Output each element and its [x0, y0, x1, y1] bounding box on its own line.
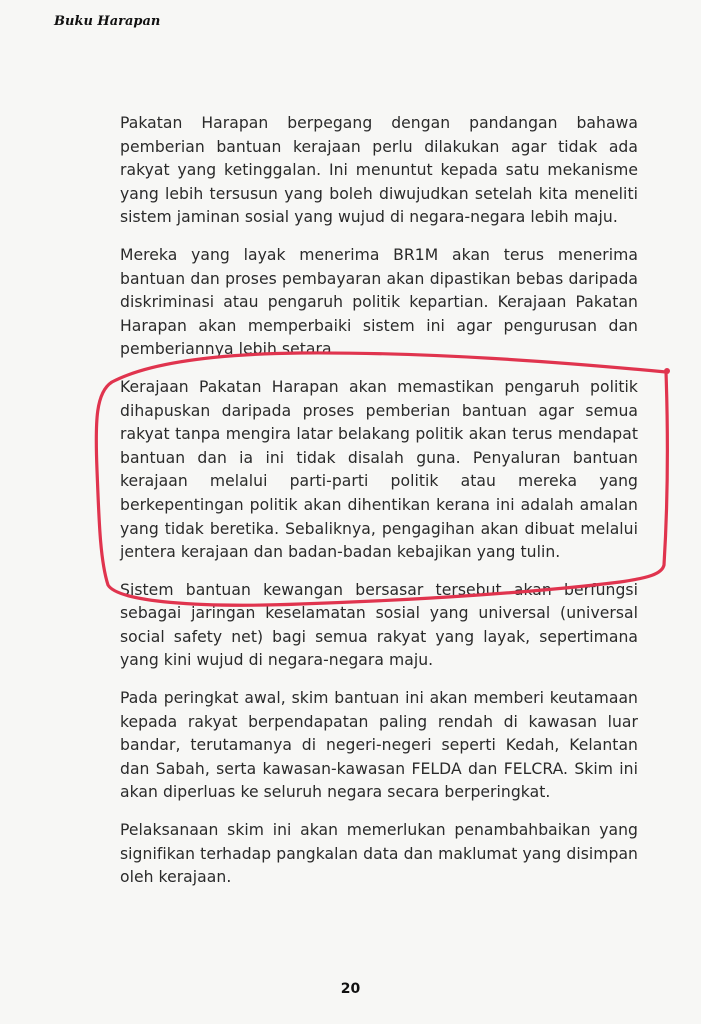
page-number: 20	[340, 981, 361, 997]
paragraph-3-highlighted: Kerajaan Pakatan Harapan akan memastikan pengaruh politik dihapuskan daripada proses pemberian bantuan agar semua rakyat tanpa mengira latar belakang politik akan terus mendapat bantuan dan ia ini tidak disalah guna. Penyaluran bantuan kerajaan melalui parti-parti politik atau mereka yang berkepentingan politik akan dihentikan kerana ini adalah amalan yang tidak beretika. Sebaliknya, pengagihan akan dibuat melalui jentera kerajaan dan badan-badan kebajikan yang tulin.	[120, 377, 638, 562]
document-body	[120, 112, 638, 904]
paragraph-4: Sistem bantuan kewangan bersasar tersebut akan berfungsi sebagai jaringan keselamatan sosial yang universal (universal social safety net) bagi semua rakyat yang layak, sepertimana yang kini wujud di negara-negara maju.	[120, 580, 638, 670]
paragraph-6: Pelaksanaan skim ini akan memerlukan penambahbaikan yang signifikan terhadap pangkalan data dan maklumat yang disimpan oleh kerajaan.	[120, 821, 638, 887]
annotation-end-dot	[664, 368, 670, 374]
paragraph-1: Pakatan Harapan berpegang dengan pandangan bahawa pemberian bantuan kerajaan perlu dilakukan agar tidak ada rakyat yang ketinggalan. Ini menuntut kepada satu mekanisme yang lebih tersusun yang boleh diwujudkan setelah kita meneliti sistem jaminan sosial yang wujud di negara-negara lebih maju.	[120, 114, 638, 227]
paragraph-5: Pada peringkat awal, skim bantuan ini akan memberi keutamaan kepada rakyat berpendapatan paling rendah di kawasan luar bandar, terutamanya di negeri-negeri seperti Kedah, Kelantan dan Sabah, serta kawasan-kawasan FELDA dan FELCRA. Skim ini akan diperluas ke seluruh negara secara berperingkat.	[120, 689, 638, 802]
running-header-title: Buku Harapan	[54, 14, 161, 29]
paragraph-2: Mereka yang layak menerima BR1M akan terus menerima bantuan dan proses pembayaran akan dipastikan bebas daripada diskriminasi atau pengaruh politik kepartian. Kerajaan Pakatan Harapan akan memperbaiki sistem ini agar pengurusan dan pemberiannya lebih setara.	[120, 245, 638, 359]
